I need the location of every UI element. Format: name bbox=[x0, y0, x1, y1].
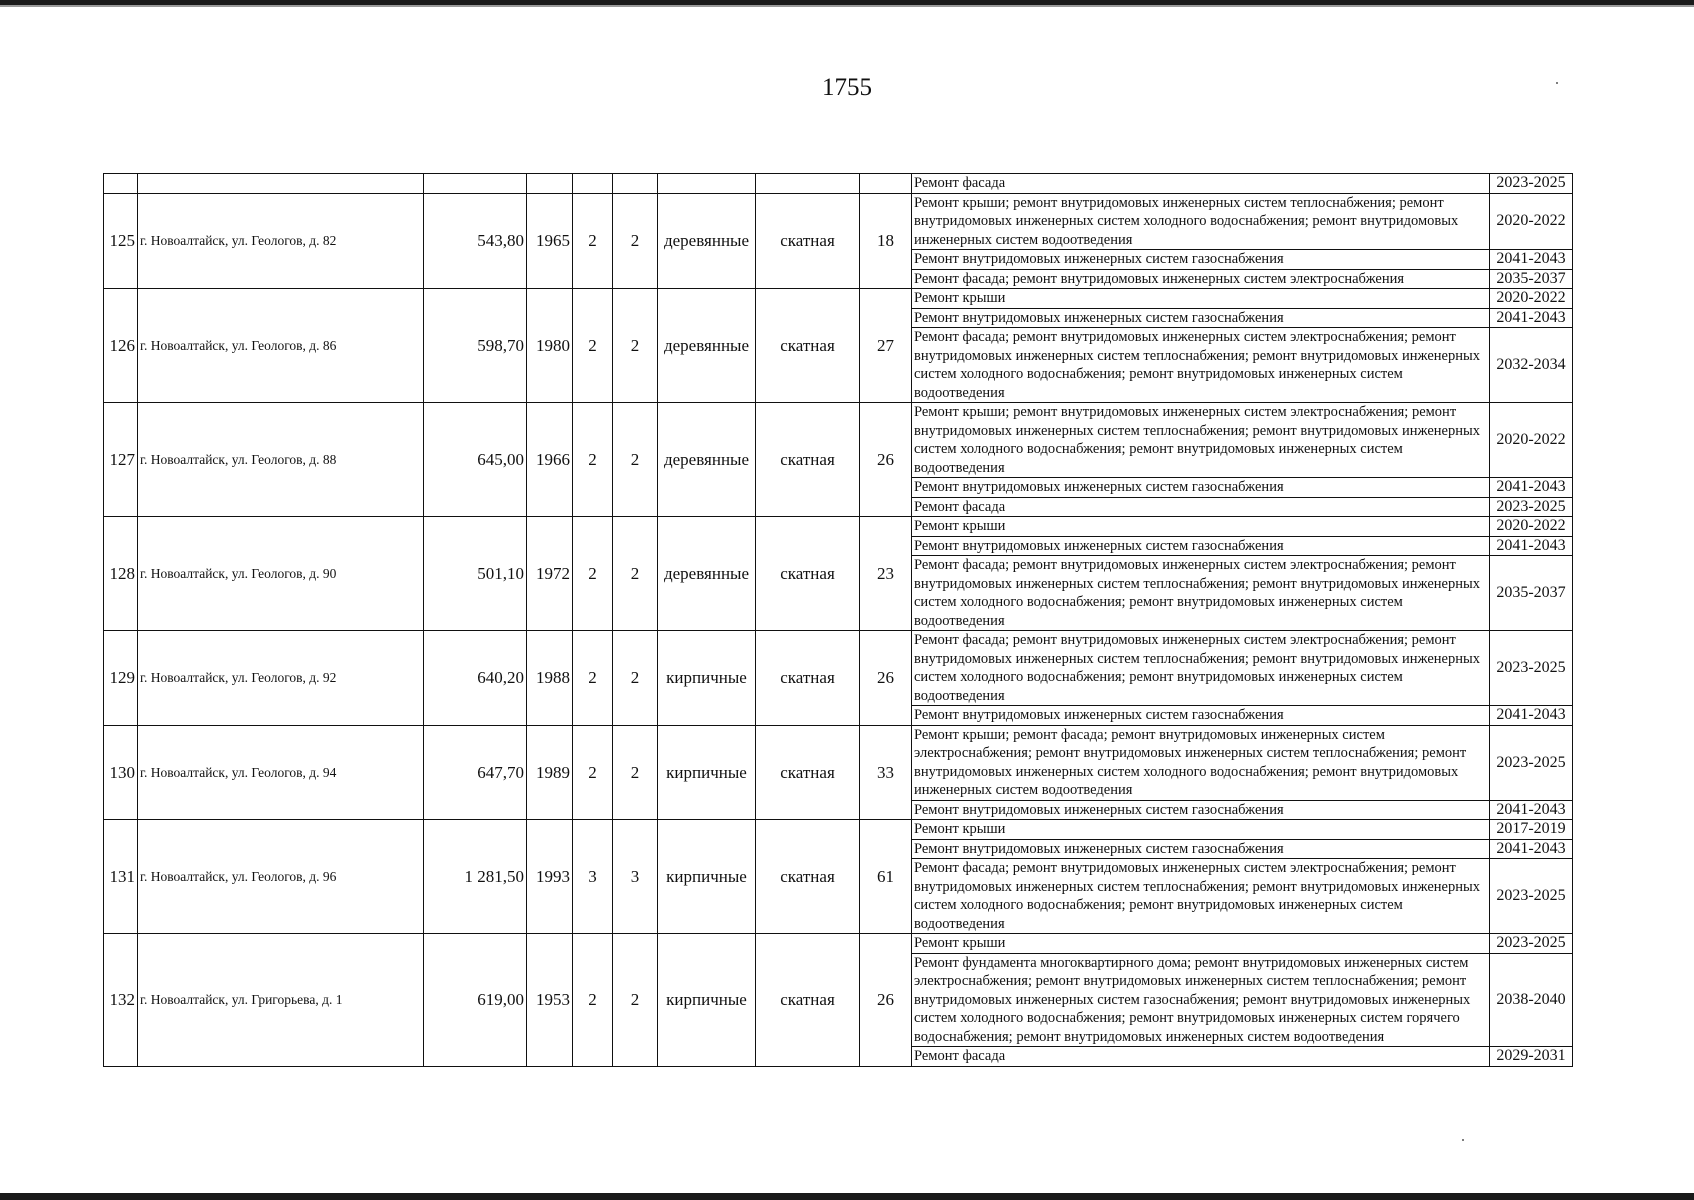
table-row bbox=[104, 403, 1573, 478]
house-number-cell: 128 bbox=[104, 517, 138, 631]
residents-cell: 26 bbox=[860, 631, 912, 726]
address-cell: г. Новоалтайск, ул. Геологов, д. 90 bbox=[138, 517, 424, 631]
year-cell bbox=[527, 174, 573, 194]
year-cell: 1980 bbox=[527, 289, 573, 403]
residents-cell: 27 bbox=[860, 289, 912, 403]
floors-cell: 2 bbox=[573, 934, 613, 1067]
work-description-cell: Ремонт крыши bbox=[912, 517, 1490, 537]
work-description-cell: Ремонт крыши; ремонт внутридомовых инженерных систем теплоснабжения; ремонт внутридомовых инженерных систем холодного водоснабжения; ремонт внутридомовых инженерных систем водоотведения bbox=[912, 193, 1490, 250]
roof-type-cell: скатная bbox=[756, 725, 860, 820]
residents-cell: 18 bbox=[860, 193, 912, 289]
walls-material-cell: кирпичные bbox=[658, 934, 756, 1067]
work-period-cell: 2029-2031 bbox=[1490, 1047, 1573, 1067]
floors-cell: 2 bbox=[573, 403, 613, 517]
year-cell: 1972 bbox=[527, 517, 573, 631]
address-cell: г. Новоалтайск, ул. Геологов, д. 92 bbox=[138, 631, 424, 726]
residents-cell: 33 bbox=[860, 725, 912, 820]
work-description-cell: Ремонт внутридомовых инженерных систем газоснабжения bbox=[912, 536, 1490, 556]
floors-cell: 2 bbox=[573, 631, 613, 726]
roof-type-cell: скатная bbox=[756, 631, 860, 726]
work-period-cell: 2032-2034 bbox=[1490, 328, 1573, 403]
house-number-cell: 125 bbox=[104, 193, 138, 289]
work-description-cell: Ремонт внутридомовых инженерных систем газоснабжения bbox=[912, 800, 1490, 820]
roof-type-cell: скатная bbox=[756, 820, 860, 934]
entrances-cell bbox=[613, 174, 658, 194]
work-description-cell: Ремонт фасада; ремонт внутридомовых инженерных систем электроснабжения; ремонт внутридомовых инженерных систем теплоснабжения; ремонт внутридомовых инженерных систем холодного водоснабжения; ремонт внутридомовых инженерных систем водоотведения bbox=[912, 631, 1490, 706]
work-description-cell: Ремонт внутридомовых инженерных систем газоснабжения bbox=[912, 839, 1490, 859]
work-description-cell: Ремонт внутридомовых инженерных систем газоснабжения bbox=[912, 706, 1490, 726]
work-period-cell: 2041-2043 bbox=[1490, 250, 1573, 270]
roof-type-cell bbox=[756, 174, 860, 194]
work-description-cell: Ремонт крыши; ремонт фасада; ремонт внутридомовых инженерных систем электроснабжения; ремонт внутридомовых инженерных систем теплоснабжения; ремонт внутридомовых инженерных систем холодного водоснабжения; ремонт внутридомовых инженерных систем водоотведения bbox=[912, 725, 1490, 800]
area-cell: 501,10 bbox=[424, 517, 527, 631]
work-period-cell: 2023-2025 bbox=[1490, 859, 1573, 934]
work-period-cell: 2041-2043 bbox=[1490, 308, 1573, 328]
floors-cell: 3 bbox=[573, 820, 613, 934]
year-cell: 1966 bbox=[527, 403, 573, 517]
walls-material-cell: деревянные bbox=[658, 403, 756, 517]
address-cell: г. Новоалтайск, ул. Геологов, д. 88 bbox=[138, 403, 424, 517]
table-body bbox=[104, 174, 1573, 1067]
roof-type-cell: скатная bbox=[756, 517, 860, 631]
page-number: 1755 bbox=[822, 74, 872, 101]
work-description-cell: Ремонт внутридомовых инженерных систем газоснабжения bbox=[912, 308, 1490, 328]
scan-bottom-edge bbox=[0, 1193, 1694, 1200]
table-row bbox=[104, 934, 1573, 954]
house-number-cell: 127 bbox=[104, 403, 138, 517]
entrances-cell: 2 bbox=[613, 289, 658, 403]
table-row bbox=[104, 517, 1573, 537]
roof-type-cell: скатная bbox=[756, 403, 860, 517]
walls-material-cell bbox=[658, 174, 756, 194]
entrances-cell: 3 bbox=[613, 820, 658, 934]
work-description-cell: Ремонт фасада bbox=[912, 1047, 1490, 1067]
entrances-cell: 2 bbox=[613, 403, 658, 517]
table-row bbox=[104, 174, 1573, 194]
year-cell: 1989 bbox=[527, 725, 573, 820]
area-cell: 619,00 bbox=[424, 934, 527, 1067]
residents-cell: 61 bbox=[860, 820, 912, 934]
work-description-cell: Ремонт внутридомовых инженерных систем газоснабжения bbox=[912, 478, 1490, 498]
walls-material-cell: деревянные bbox=[658, 289, 756, 403]
residents-cell: 23 bbox=[860, 517, 912, 631]
floors-cell: 2 bbox=[573, 289, 613, 403]
address-cell: г. Новоалтайск, ул. Геологов, д. 86 bbox=[138, 289, 424, 403]
work-period-cell: 2023-2025 bbox=[1490, 725, 1573, 800]
work-period-cell: 2020-2022 bbox=[1490, 403, 1573, 478]
address-cell: г. Новоалтайск, ул. Геологов, д. 94 bbox=[138, 725, 424, 820]
house-number-cell: 130 bbox=[104, 725, 138, 820]
table-row bbox=[104, 725, 1573, 800]
work-period-cell: 2017-2019 bbox=[1490, 820, 1573, 840]
work-period-cell: 2035-2037 bbox=[1490, 269, 1573, 289]
table-row bbox=[104, 820, 1573, 840]
scan-top-shadow bbox=[0, 5, 1694, 7]
work-period-cell: 2023-2025 bbox=[1490, 631, 1573, 706]
area-cell bbox=[424, 174, 527, 194]
work-description-cell: Ремонт фасада; ремонт внутридомовых инженерных систем электроснабжения; ремонт внутридомовых инженерных систем теплоснабжения; ремонт внутридомовых инженерных систем холодного водоснабжения; ремонт внутридомовых инженерных систем водоотведения bbox=[912, 328, 1490, 403]
work-description-cell: Ремонт фасада; ремонт внутридомовых инженерных систем электроснабжения; ремонт внутридомовых инженерных систем теплоснабжения; ремонт внутридомовых инженерных систем холодного водоснабжения; ремонт внутридомовых инженерных систем водоотведения bbox=[912, 859, 1490, 934]
work-period-cell: 2023-2025 bbox=[1490, 497, 1573, 517]
work-period-cell: 2041-2043 bbox=[1490, 800, 1573, 820]
repair-schedule-table bbox=[103, 173, 1573, 1067]
address-cell: г. Новоалтайск, ул. Геологов, д. 82 bbox=[138, 193, 424, 289]
roof-type-cell: скатная bbox=[756, 934, 860, 1067]
floors-cell: 2 bbox=[573, 725, 613, 820]
floors-cell bbox=[573, 174, 613, 194]
work-description-cell: Ремонт фасада; ремонт внутридомовых инженерных систем электроснабжения; ремонт внутридомовых инженерных систем теплоснабжения; ремонт внутридомовых инженерных систем холодного водоснабжения; ремонт внутридомовых инженерных систем водоотведения bbox=[912, 556, 1490, 631]
residents-cell: 26 bbox=[860, 934, 912, 1067]
area-cell: 543,80 bbox=[424, 193, 527, 289]
work-period-cell: 2041-2043 bbox=[1490, 536, 1573, 556]
year-cell: 1953 bbox=[527, 934, 573, 1067]
year-cell: 1993 bbox=[527, 820, 573, 934]
house-number-cell: 126 bbox=[104, 289, 138, 403]
residents-cell bbox=[860, 174, 912, 194]
area-cell: 640,20 bbox=[424, 631, 527, 726]
work-description-cell: Ремонт крыши; ремонт внутридомовых инженерных систем электроснабжения; ремонт внутридомовых инженерных систем теплоснабжения; ремонт внутридомовых инженерных систем холодного водоснабжения; ремонт внутридомовых инженерных систем водоотведения bbox=[912, 403, 1490, 478]
residents-cell: 26 bbox=[860, 403, 912, 517]
entrances-cell: 2 bbox=[613, 517, 658, 631]
walls-material-cell: кирпичные bbox=[658, 820, 756, 934]
area-cell: 598,70 bbox=[424, 289, 527, 403]
area-cell: 645,00 bbox=[424, 403, 527, 517]
house-number-cell: 131 bbox=[104, 820, 138, 934]
address-cell bbox=[138, 174, 424, 194]
work-description-cell: Ремонт крыши bbox=[912, 820, 1490, 840]
work-description-cell: Ремонт фасада; ремонт внутридомовых инженерных систем электроснабжения bbox=[912, 269, 1490, 289]
walls-material-cell: кирпичные bbox=[658, 725, 756, 820]
floors-cell: 2 bbox=[573, 193, 613, 289]
area-cell: 647,70 bbox=[424, 725, 527, 820]
area-cell: 1 281,50 bbox=[424, 820, 527, 934]
year-cell: 1965 bbox=[527, 193, 573, 289]
table-row bbox=[104, 631, 1573, 706]
work-period-cell: 2023-2025 bbox=[1490, 934, 1573, 954]
work-description-cell: Ремонт фасада bbox=[912, 497, 1490, 517]
house-number-cell bbox=[104, 174, 138, 194]
work-period-cell: 2023-2025 bbox=[1490, 174, 1573, 194]
table-row bbox=[104, 193, 1573, 250]
work-description-cell: Ремонт фундамента многоквартирного дома; ремонт внутридомовых инженерных систем электроснабжения; ремонт внутридомовых инженерных систем теплоснабжения; ремонт внутридомовых инженерных систем газоснабжения; ремонт внутридомовых инженерных систем холодного водоснабжения; ремонт внутридомовых инженерных систем горячего водоснабжения; ремонт внутридомовых инженерных систем водоотведения bbox=[912, 953, 1490, 1047]
work-period-cell: 2041-2043 bbox=[1490, 706, 1573, 726]
house-number-cell: 132 bbox=[104, 934, 138, 1067]
address-cell: г. Новоалтайск, ул. Геологов, д. 96 bbox=[138, 820, 424, 934]
year-cell: 1988 bbox=[527, 631, 573, 726]
walls-material-cell: деревянные bbox=[658, 517, 756, 631]
work-period-cell: 2041-2043 bbox=[1490, 478, 1573, 498]
work-period-cell: 2041-2043 bbox=[1490, 839, 1573, 859]
work-description-cell: Ремонт крыши bbox=[912, 934, 1490, 954]
roof-type-cell: скатная bbox=[756, 193, 860, 289]
entrances-cell: 2 bbox=[613, 934, 658, 1067]
scan-speck bbox=[1462, 1139, 1464, 1141]
entrances-cell: 2 bbox=[613, 725, 658, 820]
walls-material-cell: деревянные bbox=[658, 193, 756, 289]
walls-material-cell: кирпичные bbox=[658, 631, 756, 726]
work-period-cell: 2035-2037 bbox=[1490, 556, 1573, 631]
work-period-cell: 2020-2022 bbox=[1490, 517, 1573, 537]
work-description-cell: Ремонт внутридомовых инженерных систем газоснабжения bbox=[912, 250, 1490, 270]
entrances-cell: 2 bbox=[613, 631, 658, 726]
work-description-cell: Ремонт фасада bbox=[912, 174, 1490, 194]
entrances-cell: 2 bbox=[613, 193, 658, 289]
work-description-cell: Ремонт крыши bbox=[912, 289, 1490, 309]
work-period-cell: 2020-2022 bbox=[1490, 289, 1573, 309]
address-cell: г. Новоалтайск, ул. Григорьева, д. 1 bbox=[138, 934, 424, 1067]
work-period-cell: 2038-2040 bbox=[1490, 953, 1573, 1047]
floors-cell: 2 bbox=[573, 517, 613, 631]
table-row bbox=[104, 289, 1573, 309]
house-number-cell: 129 bbox=[104, 631, 138, 726]
work-period-cell: 2020-2022 bbox=[1490, 193, 1573, 250]
roof-type-cell: скатная bbox=[756, 289, 860, 403]
